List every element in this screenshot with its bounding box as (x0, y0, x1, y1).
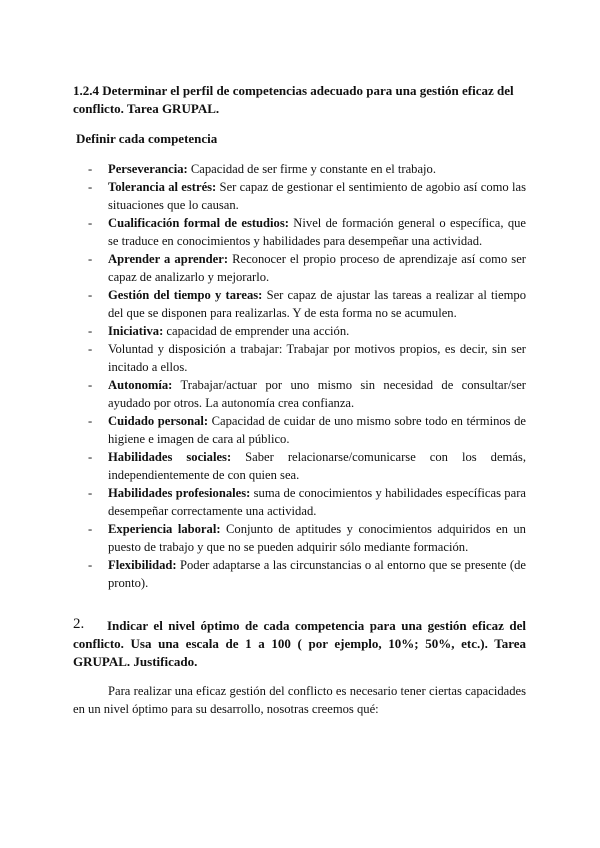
section-2-title: Indicar el nivel óptimo de cada competencia para una gestión eficaz del conflicto. Usa una escala de 1 a 100 ( por ejemplo, 10%; 50%, etc.). Tarea GRUPAL. Justificado. (73, 618, 526, 669)
competency-list (88, 160, 526, 592)
competency-definition: Ser capaz de gestionar el sentimiento de agobio así como las situaciones que lo causan. (108, 180, 526, 212)
list-item (88, 178, 526, 214)
competency-definition: Ser capaz de ajustar las tareas a realizar al tiempo del que se disponen para realizarlas. Y de esta forma no se acumulen. (108, 288, 527, 320)
competency-definition: capacidad de emprender una acción. (163, 324, 350, 338)
competency-definition: Trabajar/actuar por uno mismo sin necesidad de consultar/ser ayudado por otros. La autonomía crea confianza. (108, 378, 526, 410)
list-dash: - (88, 414, 93, 428)
section-number: 2. (73, 616, 85, 632)
body-paragraph: Para realizar una eficaz gestión del conflicto es necesario tener ciertas capacidades en un nivel óptimo para su desarrollo, nosotras creemos qué: (73, 684, 526, 716)
section-heading: 1.2.4 Determinar el perfil de competencias adecuado para una gestión eficaz del conflicto. Tarea GRUPAL. (73, 83, 514, 116)
competency-definition: Saber relacionarse/comunicarse con los demás, independientemente de con quien sea. (108, 450, 526, 482)
competency-definition: Nivel de formación general o específica, que se traduce en conocimientos y habilidades para desempeñar una actividad. (108, 216, 527, 248)
list-dash: - (88, 378, 93, 392)
competency-term: Habilidades sociales: (108, 450, 232, 464)
section-2 (73, 617, 526, 671)
list-dash: - (88, 216, 93, 230)
list-dash: - (88, 450, 93, 464)
competency-definition: Conjunto de aptitudes y conocimientos adquiridos en un puesto de trabajo y que no se pueden adquirir sólo mediante formación. (108, 522, 526, 554)
competency-term: Iniciativa: (108, 324, 164, 338)
competency-term: Gestión del tiempo y tareas: (108, 288, 263, 302)
list-item (88, 520, 526, 556)
list-item (88, 322, 526, 340)
competency-definition: suma de conocimientos y habilidades específicas para desempeñar correctamente una actividad. (108, 486, 526, 518)
competency-term: Perseverancia: (108, 162, 188, 176)
list-dash: - (88, 180, 93, 194)
competency-term: Aprender a aprender: (108, 252, 229, 266)
list-dash: - (88, 558, 93, 572)
competency-term: Cualificación formal de estudios: (108, 216, 289, 230)
competency-term: Tolerancia al estrés: (108, 180, 217, 194)
competency-definition: Poder adaptarse a las circunstancias o al entorno que se presente (de pronto). (108, 558, 526, 590)
list-dash: - (88, 162, 93, 176)
list-item (88, 484, 526, 520)
list-item (88, 160, 526, 178)
subheading: Definir cada competencia (76, 131, 218, 146)
competency-term: Flexibilidad: (108, 558, 177, 572)
competency-definition: Voluntad y disposición a trabajar: Trabajar por motivos propios, es decir, sin ser incitado a ellos. (108, 342, 526, 374)
list-dash: - (88, 252, 93, 266)
list-item (88, 214, 526, 250)
competency-term: Habilidades profesionales: (108, 486, 251, 500)
list-item (88, 340, 526, 376)
competency-term: Autonomía: (108, 378, 173, 392)
competency-definition: Reconocer el propio proceso de aprendizaje así como ser capaz de analizarlo y mejorarlo. (108, 252, 526, 284)
competency-term: Cuidado personal: (108, 414, 209, 428)
list-item (88, 412, 526, 448)
competency-definition: Capacidad de ser firme y constante en el trabajo. (187, 162, 437, 176)
list-item (88, 448, 526, 484)
competency-term: Experiencia laboral: (108, 522, 221, 536)
list-item (88, 376, 526, 412)
list-dash: - (88, 324, 93, 338)
list-item (88, 250, 526, 286)
list-dash: - (88, 288, 93, 302)
list-item (88, 286, 526, 322)
list-dash: - (88, 342, 93, 356)
competency-definition: Capacidad de cuidar de uno mismo sobre todo en términos de higiene e imagen de cara al público. (108, 414, 526, 446)
list-item (88, 556, 526, 592)
list-dash: - (88, 486, 93, 500)
list-dash: - (88, 522, 93, 536)
